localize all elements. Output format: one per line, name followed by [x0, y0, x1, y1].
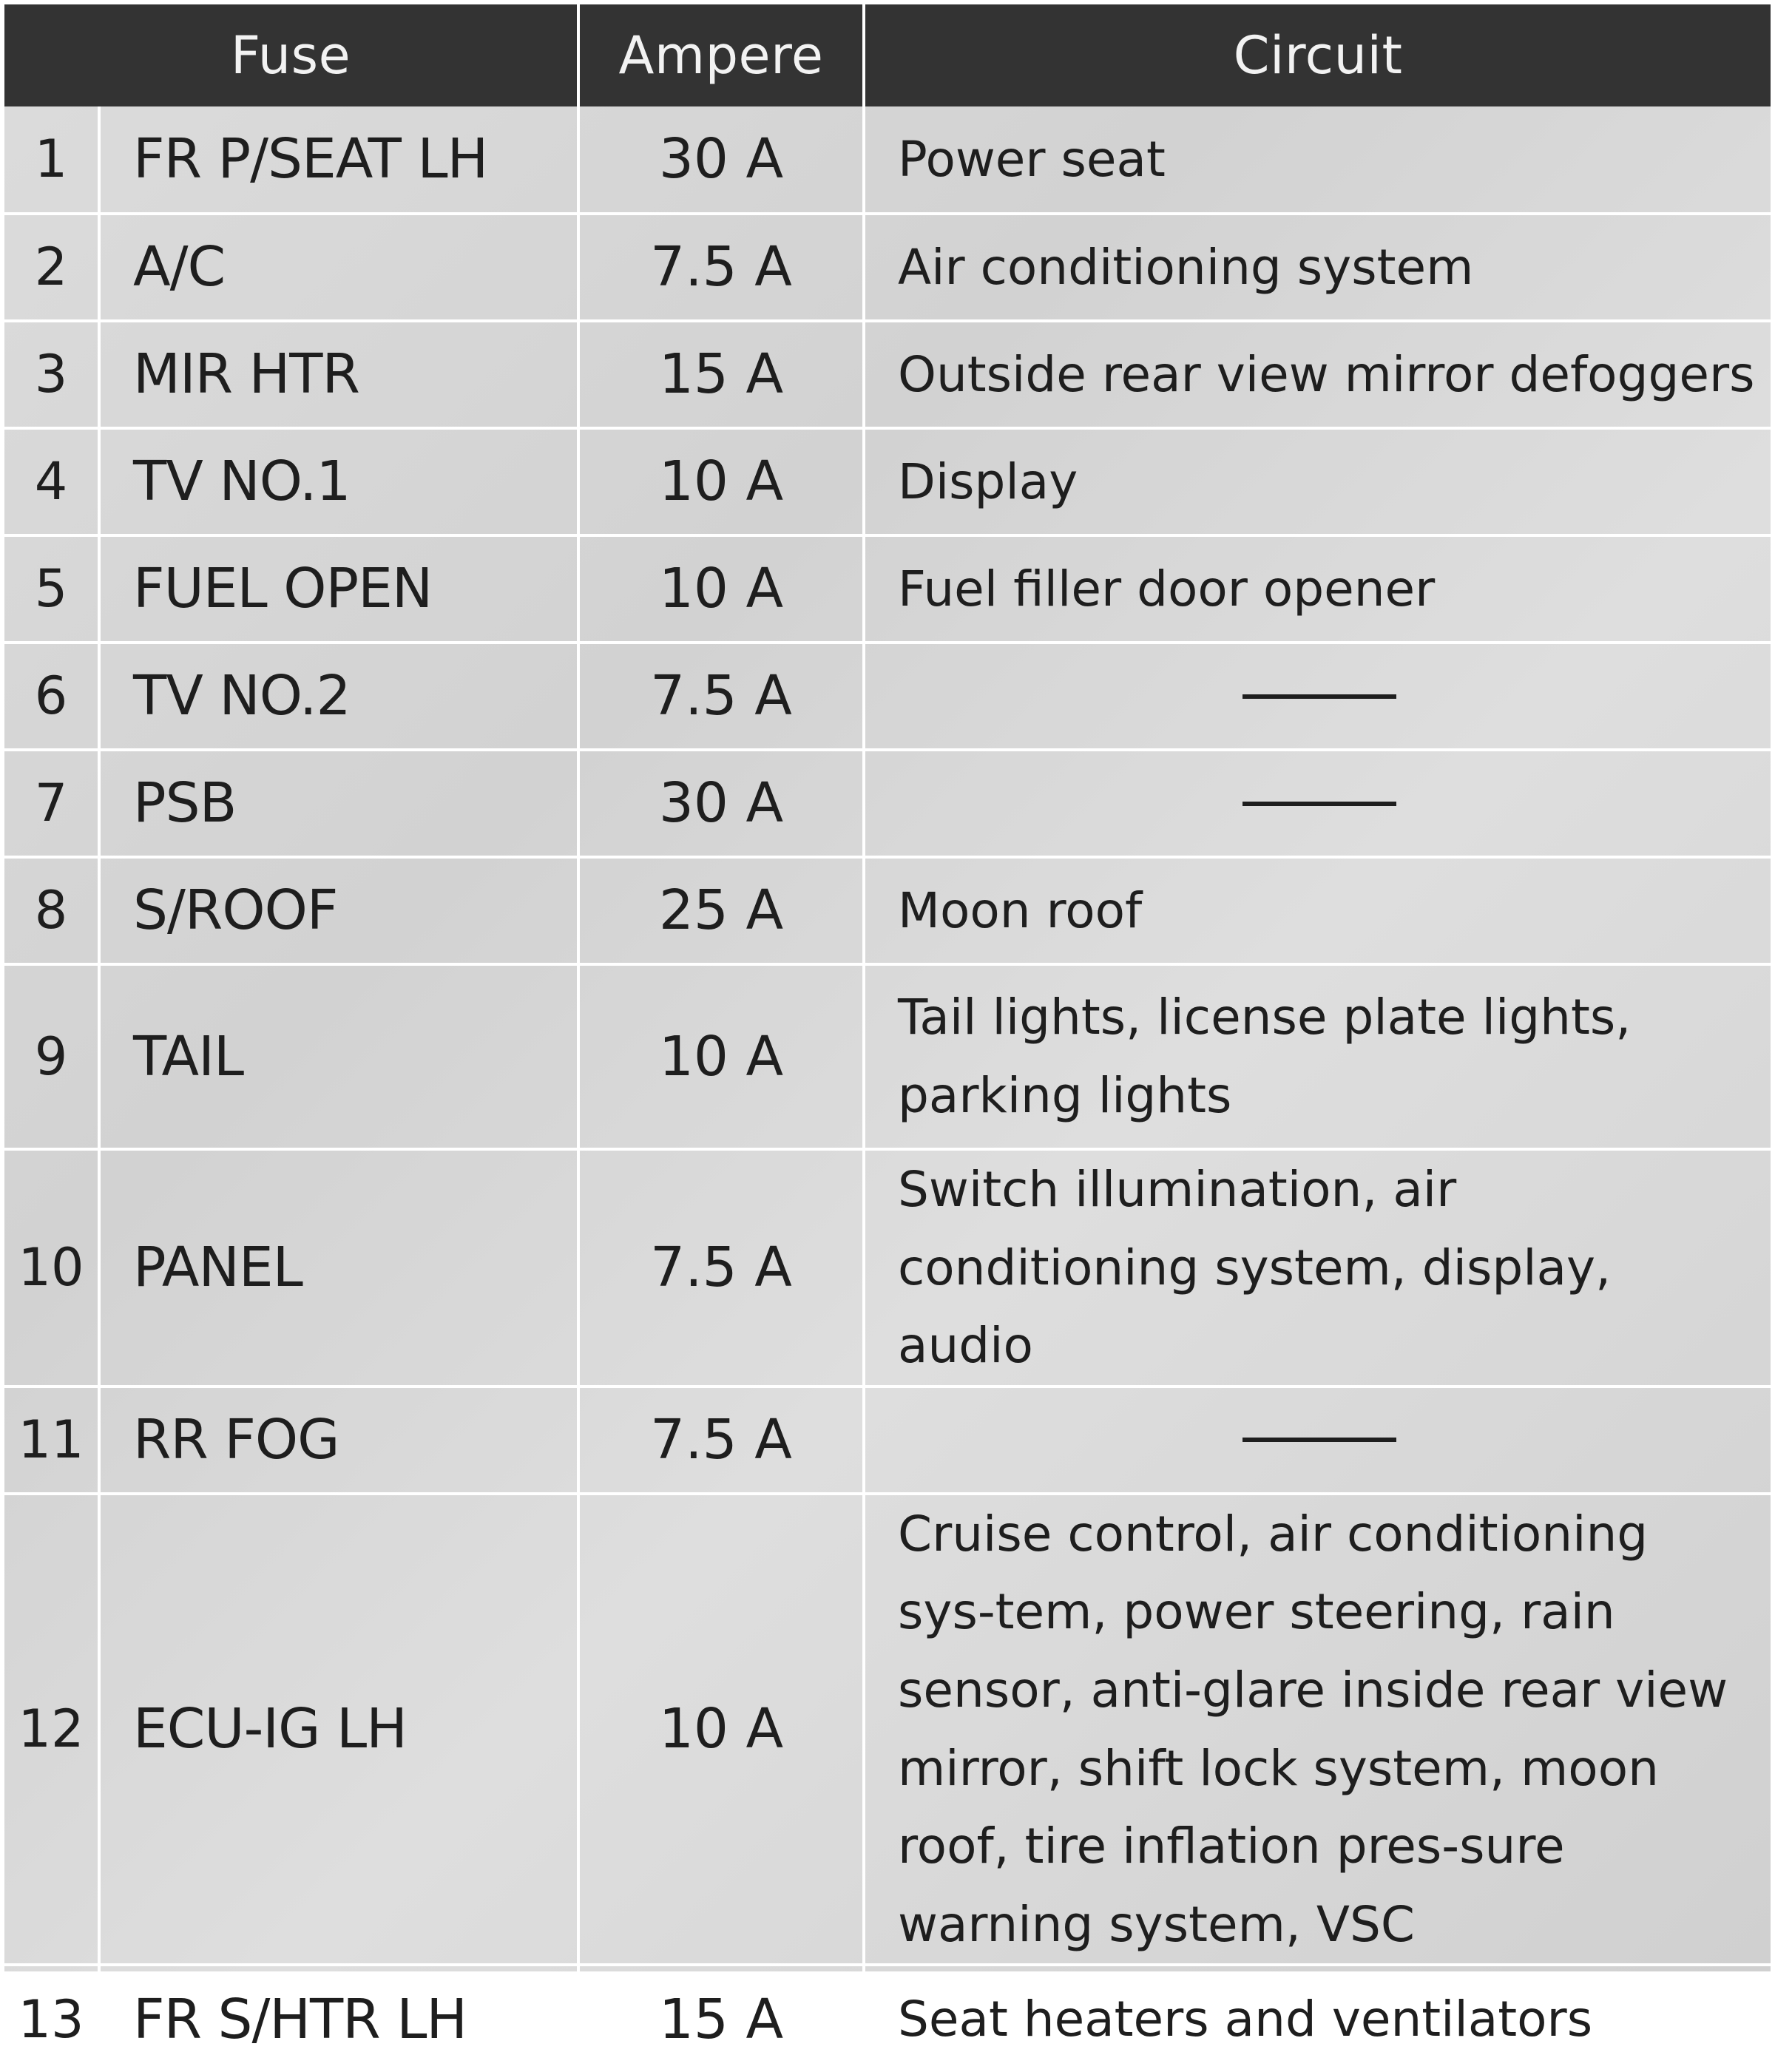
- row-number: 7: [4, 750, 99, 857]
- fuse-ampere: 15 A: [578, 1965, 864, 2072]
- fuse-circuit-empty: [864, 643, 1771, 750]
- fuse-ampere: 10 A: [578, 964, 864, 1149]
- fuse-circuit: Power seat: [864, 106, 1771, 214]
- fuse-circuit: Moon roof: [864, 857, 1771, 964]
- table-row: [4, 643, 1771, 750]
- fuse-circuit-empty: [864, 1387, 1771, 1494]
- fuse-circuit: Cruise control, air conditioning sys-tem, power steering, rain sensor, anti-glare inside rear view mirror, shift lock system, moon roof, tire inflation pres-sure warning system, VSC: [864, 1494, 1771, 1966]
- fuse-circuit: Tail lights, license plate lights, parking lights: [864, 964, 1771, 1149]
- em-dash-line: [1242, 802, 1396, 806]
- fuse-table: [4, 4, 1771, 2072]
- fuse-name: FR S/HTR LH: [99, 1965, 578, 2072]
- row-number: 6: [4, 643, 99, 750]
- row-number: 13: [4, 1965, 99, 2072]
- row-number: 2: [4, 214, 99, 321]
- fuse-ampere: 30 A: [578, 106, 864, 214]
- fuse-name: S/ROOF: [99, 857, 578, 964]
- fuse-name: TAIL: [99, 964, 578, 1149]
- fuse-ampere: 30 A: [578, 750, 864, 857]
- fuse-name: A/C: [99, 214, 578, 321]
- fuse-name: TV NO.2: [99, 643, 578, 750]
- fuse-circuit: Outside rear view mirror defoggers: [864, 321, 1771, 428]
- fuse-circuit: Display: [864, 428, 1771, 535]
- fuse-name: PSB: [99, 750, 578, 857]
- fuse-ampere: 7.5 A: [578, 643, 864, 750]
- row-number: 11: [4, 1387, 99, 1494]
- table-row: [4, 964, 1771, 1149]
- header-circuit: Circuit: [864, 4, 1771, 106]
- fuse-name: RR FOG: [99, 1387, 578, 1494]
- table-row: [4, 750, 1771, 857]
- fuse-name: ECU-IG LH: [99, 1494, 578, 1966]
- fuse-ampere: 10 A: [578, 1494, 864, 1966]
- fuse-ampere: 10 A: [578, 535, 864, 643]
- fuse-circuit-empty: [864, 750, 1771, 857]
- header-ampere: Ampere: [578, 4, 864, 106]
- table-row: [4, 1494, 1771, 1966]
- table-body: [4, 106, 1771, 2072]
- fuse-name: FUEL OPEN: [99, 535, 578, 643]
- fuse-name: TV NO.1: [99, 428, 578, 535]
- row-number: 5: [4, 535, 99, 643]
- fuse-circuit: Fuel filler door opener: [864, 535, 1771, 643]
- em-dash-line: [1242, 694, 1396, 699]
- fuse-ampere: 10 A: [578, 428, 864, 535]
- table-row: [4, 1387, 1771, 1494]
- table-row: [4, 1149, 1771, 1387]
- row-number: 1: [34, 129, 68, 190]
- table-row: [4, 535, 1771, 643]
- fuse-ampere: 7.5 A: [578, 1149, 864, 1387]
- em-dash-line: [1242, 1438, 1396, 1442]
- fuse-ampere: 15 A: [578, 321, 864, 428]
- row-number: 8: [4, 857, 99, 964]
- header-fuse: Fuse: [4, 4, 578, 106]
- fuse-circuit: Seat heaters and ventilators: [864, 1965, 1771, 2072]
- fuse-name: MIR HTR: [99, 321, 578, 428]
- row-number: 10: [4, 1149, 99, 1387]
- table-row: [4, 428, 1771, 535]
- fuse-name: PANEL: [99, 1149, 578, 1387]
- table-row: [4, 214, 1771, 321]
- table-row: [4, 321, 1771, 428]
- row-number: 3: [4, 321, 99, 428]
- table-row: [4, 106, 1771, 214]
- fuse-circuit: Air conditioning system: [864, 214, 1771, 321]
- table-header: [4, 4, 1771, 106]
- fuse-circuit: Switch illumination, air conditioning system, display, audio: [864, 1149, 1771, 1387]
- fuse-name: FR P/SEAT LH: [99, 106, 578, 214]
- table-row: [4, 1965, 1771, 2072]
- fuse-table-container: [4, 4, 1771, 2051]
- table-row: [4, 857, 1771, 964]
- row-number: 9: [4, 964, 99, 1149]
- fuse-ampere: 7.5 A: [578, 214, 864, 321]
- fuse-ampere: 7.5 A: [578, 1387, 864, 1494]
- row-number: 4: [4, 428, 99, 535]
- fuse-ampere: 25 A: [578, 857, 864, 964]
- row-number: 12: [4, 1494, 99, 1966]
